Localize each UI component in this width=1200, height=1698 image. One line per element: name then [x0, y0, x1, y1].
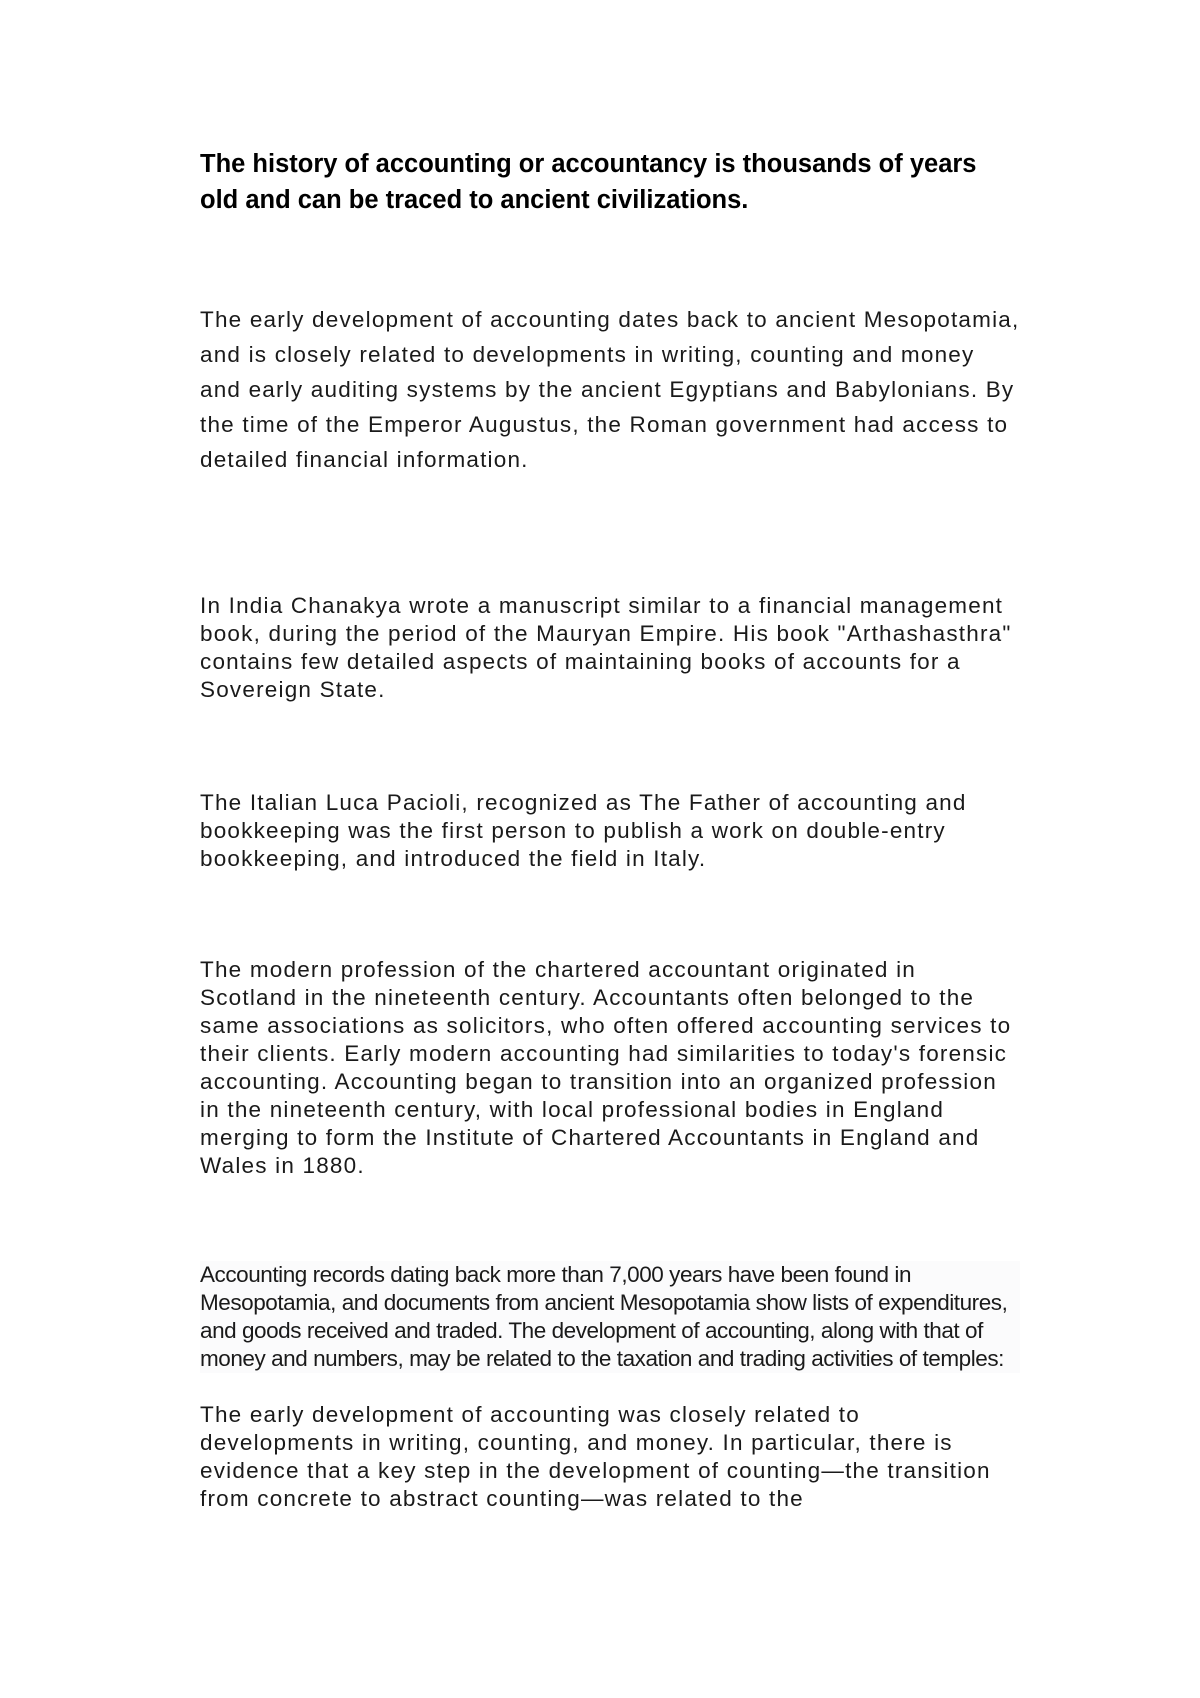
paragraph-india-chanakya: In India Chanakya wrote a manuscript similar to a financial management book, during the period of the Mauryan Empire. His book "Arthashasthra" contains few detailed aspects of maintaining books of accounts for a Sovereign State.: [200, 593, 1012, 702]
document-heading: The history of accounting or accountancy is thousands of years old and can be traced to ancient civilizations.: [200, 150, 977, 214]
paragraph-chartered-accountant: The modern profession of the chartered accountant originated in Scotland in the nineteenth century. Accountants often belonged to the same associations as solicitors, who often offered accounting services to their clients. Early modern accounting had similarities to today's forensic accounting. Accounting began to transition into an organized profession in the nineteenth century, with local professional bodies in England merging to form the Institute of Chartered Accountants in England and Wales in 1880.: [200, 957, 1012, 1178]
paragraph-early-development: The early development of accounting dates back to ancient Mesopotamia, and is closely related to developments in writing, counting and money and early auditing systems by the ancient Egyptians and Babylonians. By the time of the Emperor Augustus, the Roman government had access to detailed financial information.: [200, 307, 1020, 472]
paragraph-accounting-records: Accounting records dating back more than 7,000 years have been found in Mesopotamia, and documents from ancient Mesopotamia show lists of expenditures, and goods received and traded. The development of accounting, along with that of money and numbers, may be related to the taxation and trading activities of temples:: [200, 1261, 1020, 1373]
paragraph-luca-pacioli: The Italian Luca Pacioli, recognized as The Father of accounting and bookkeeping was the first person to publish a work on double-entry bookkeeping, and introduced the field in Italy.: [200, 790, 967, 871]
paragraph-writing-counting-money: The early development of accounting was closely related to developments in writing, counting, and money. In particular, there is evidence that a key step in the development of counting—the transition from concrete to abstract counting—was related to the: [200, 1402, 991, 1511]
